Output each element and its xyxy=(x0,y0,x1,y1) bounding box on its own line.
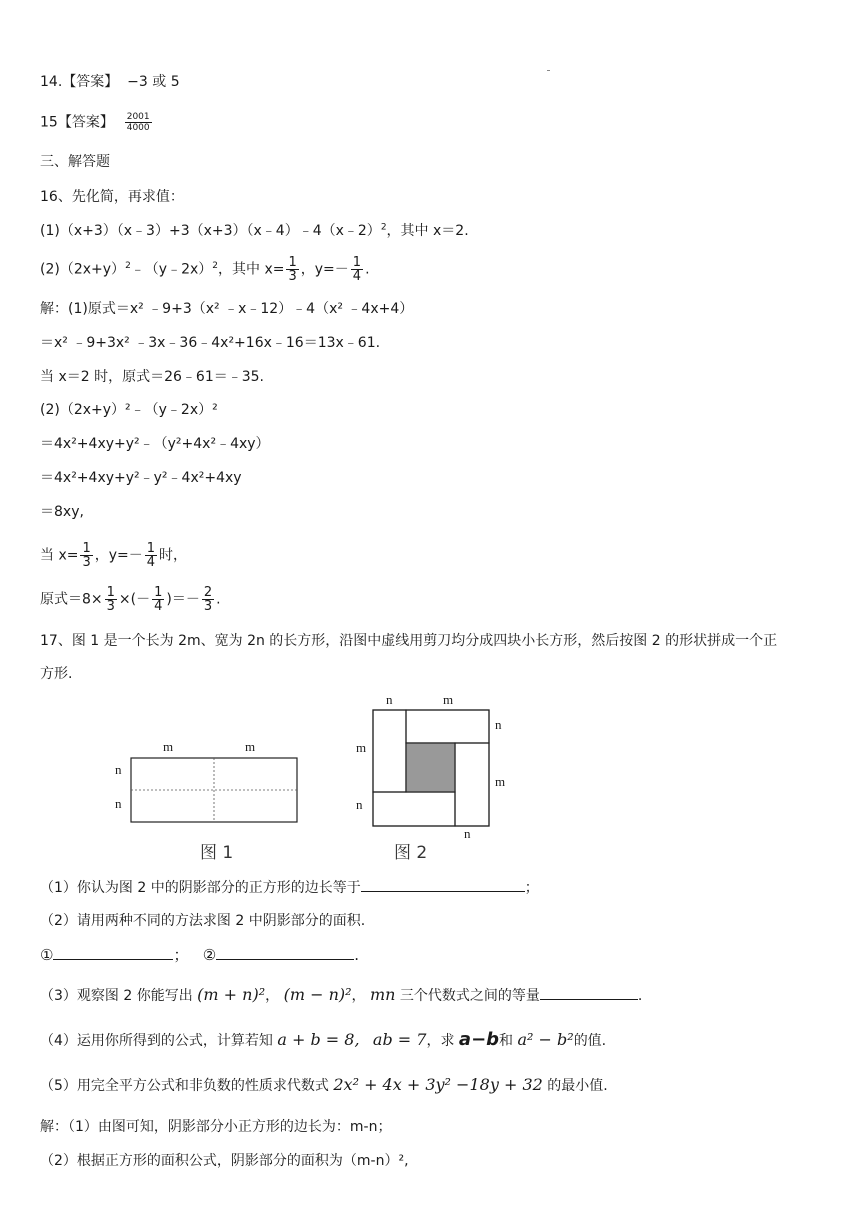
shaded-square xyxy=(406,743,455,792)
x-fraction xyxy=(80,542,92,569)
fraction-numerator: 1 xyxy=(146,541,156,556)
solution-line: ＝8xy, xyxy=(40,504,84,520)
fraction-denominator: 4000 xyxy=(126,123,150,133)
y-fraction xyxy=(351,256,363,283)
q17-sub1 xyxy=(40,877,539,898)
punctuation: ， xyxy=(351,988,366,1004)
solution-line: 解：(1)原式＝x² ﹣9+3（x² ﹣x﹣12）﹣4（x² ﹣4x+4） xyxy=(40,301,414,317)
x-fraction xyxy=(286,256,298,283)
stray-dot xyxy=(547,70,550,71)
expression: 原式＝8× xyxy=(40,591,103,608)
expression: （x+3）（x﹣3）+3（x+3）（x﹣4）﹣4（x﹣2） xyxy=(59,223,381,239)
label-n: n xyxy=(386,692,393,707)
small-rectangle xyxy=(406,710,489,743)
fraction-denominator: 3 xyxy=(106,599,115,614)
label-n: n xyxy=(115,796,122,811)
answer-tag: 【答案】 xyxy=(62,74,119,90)
answer-blank[interactable] xyxy=(53,945,173,960)
q16-part2 xyxy=(40,256,370,283)
solution-line: ＝4x²+4xy+y²﹣（y²+4x²﹣4xy） xyxy=(40,436,270,452)
math-expression: (m + n)² xyxy=(197,985,266,1004)
punctuation: ， xyxy=(265,988,280,1004)
q16-result xyxy=(40,586,221,613)
q17-sub2: （2）请用两种不同的方法求图 2 中阴影部分的面积. xyxy=(40,913,366,929)
figure-2-caption: 图 2 xyxy=(394,843,428,863)
circle-one: ① xyxy=(40,946,54,964)
label-m: m xyxy=(356,740,367,755)
condition: ，其中 x＝2. xyxy=(386,223,469,239)
fraction-numerator: 1 xyxy=(154,585,163,600)
math-expression: a−b xyxy=(458,1029,500,1050)
q16-part1 xyxy=(40,221,469,241)
q15-answer xyxy=(40,112,154,133)
punctuation: . xyxy=(216,591,221,608)
fraction xyxy=(152,586,164,613)
fraction-numerator: 1 xyxy=(288,255,297,270)
label-m: m xyxy=(163,739,174,754)
question-text: 的值. xyxy=(573,1033,607,1049)
condition: ，其中 x= xyxy=(218,261,285,278)
math-expression: ab = 7 xyxy=(372,1030,427,1049)
label-m: m xyxy=(495,774,506,789)
q17-sub4 xyxy=(40,1030,606,1051)
label-n: n xyxy=(115,762,122,777)
punctuation: ； xyxy=(173,946,189,964)
part-label: (1) xyxy=(40,223,60,239)
question-text: 三个代数式之间的等量 xyxy=(399,988,540,1004)
q17-line2: 方形. xyxy=(40,666,73,682)
condition: 时， xyxy=(159,547,188,564)
question-text: ，求 xyxy=(426,1033,455,1049)
fraction-denominator: 3 xyxy=(288,269,297,284)
q17-sub3 xyxy=(40,985,642,1006)
fraction-numerator: 2 xyxy=(203,585,213,600)
answer-tag: 【答案】 xyxy=(57,114,114,131)
question-text: （5）用完全平方公式和非负数的性质求代数式 xyxy=(40,1078,329,1094)
q14-answer xyxy=(40,72,180,92)
q15-number: 15 xyxy=(40,114,58,131)
exponent: 2 xyxy=(125,260,131,271)
math-expression: a + b = 8, xyxy=(277,1030,360,1049)
condition: 当 x= xyxy=(40,547,79,564)
punctuation: . xyxy=(354,946,360,964)
small-rectangle xyxy=(373,710,406,792)
solution-line: (2)（2x+y）²﹣（y﹣2x）² xyxy=(40,402,218,418)
fraction-denominator: 3 xyxy=(82,555,91,570)
math-expression: mn xyxy=(369,985,396,1004)
question-text: 的最小值. xyxy=(547,1078,608,1094)
small-rectangle xyxy=(373,792,455,826)
math-expression: a² − b² xyxy=(517,1030,574,1049)
expression: （2x+y） xyxy=(59,261,126,278)
solution-line: ＝x² ﹣9+3x² ﹣3x﹣36﹣4x²+16x﹣16＝13x﹣61. xyxy=(40,335,381,351)
figure-2 xyxy=(350,692,530,862)
expression: ﹣（y﹣2x） xyxy=(130,261,213,278)
y-fraction xyxy=(145,542,157,569)
answer-blank[interactable] xyxy=(216,945,354,960)
q17-line1: 17、图 1 是一个长为 2m、宽为 2n 的长方形，沿图中虚线用剪刀均分成四块小长方形，然后按图 2 的形状拼成一个正 xyxy=(40,633,778,649)
q15-fraction xyxy=(125,112,152,133)
fraction-numerator: 1 xyxy=(106,585,115,600)
solution-line: 当 x＝2 时，原式＝26﹣61＝﹣35. xyxy=(40,369,264,385)
section-heading: 三、解答题 xyxy=(40,154,110,170)
math-expression: 2x² + 4x + 3y² −18y + 32 xyxy=(333,1075,543,1094)
question-text: （3）观察图 2 你能写出 xyxy=(40,988,193,1004)
fraction xyxy=(105,586,117,613)
fraction xyxy=(202,586,214,613)
fraction-numerator: 1 xyxy=(82,541,91,556)
solution-line: ＝4x²+4xy+y²﹣y²﹣4x²+4xy xyxy=(40,470,242,486)
small-rectangle xyxy=(455,743,489,826)
q17-answer1: 解：（1）由图可知，阴影部分小正方形的边长为：m-n； xyxy=(40,1119,392,1135)
condition: ，y=－ xyxy=(94,547,143,564)
q17-sub5 xyxy=(40,1075,608,1096)
label-m: m xyxy=(245,739,256,754)
fraction-denominator: 4 xyxy=(352,269,362,284)
question-text: 和 xyxy=(499,1033,514,1049)
expression: )＝－ xyxy=(166,591,200,608)
fraction-numerator: 2001 xyxy=(126,112,150,122)
q17-sub2-blanks xyxy=(40,945,359,965)
fraction-numerator: 1 xyxy=(352,255,362,270)
question-text: （4）运用你所得到的公式，计算若知 xyxy=(40,1033,273,1049)
q16-title: 16、先化简，再求值： xyxy=(40,189,184,205)
answer-blank[interactable] xyxy=(540,985,638,1000)
circle-two: ② xyxy=(202,946,217,964)
q14-answer-value: −3 或 5 xyxy=(127,74,180,90)
q17-answer2: （2）根据正方形的面积公式，阴影部分的面积为（m-n）², xyxy=(40,1153,409,1169)
part-label: (2) xyxy=(40,261,60,278)
punctuation: . xyxy=(637,988,643,1004)
label-m: m xyxy=(443,692,454,707)
q14-number: 14. xyxy=(40,74,63,90)
question-text: （1）你认为图 2 中的阴影部分的正方形的边长等于 xyxy=(40,880,361,896)
condition: ，y=－ xyxy=(300,261,349,278)
fraction-denominator: 4 xyxy=(146,555,156,570)
label-n: n xyxy=(495,717,502,732)
punctuation: . xyxy=(365,261,370,278)
q16-when xyxy=(40,542,187,569)
punctuation: ； xyxy=(524,880,539,896)
fraction-denominator: 3 xyxy=(203,599,213,614)
math-expression: (m − n)² xyxy=(283,985,352,1004)
figure-1 xyxy=(105,736,305,866)
label-n: n xyxy=(356,797,363,812)
figure-1-caption: 图 1 xyxy=(200,843,234,863)
label-n: n xyxy=(464,826,471,841)
answer-blank[interactable] xyxy=(361,877,525,892)
fraction-denominator: 4 xyxy=(154,599,163,614)
exponent: 2 xyxy=(380,222,387,233)
expression: ×(－ xyxy=(118,591,151,608)
exponent: 2 xyxy=(212,260,219,271)
